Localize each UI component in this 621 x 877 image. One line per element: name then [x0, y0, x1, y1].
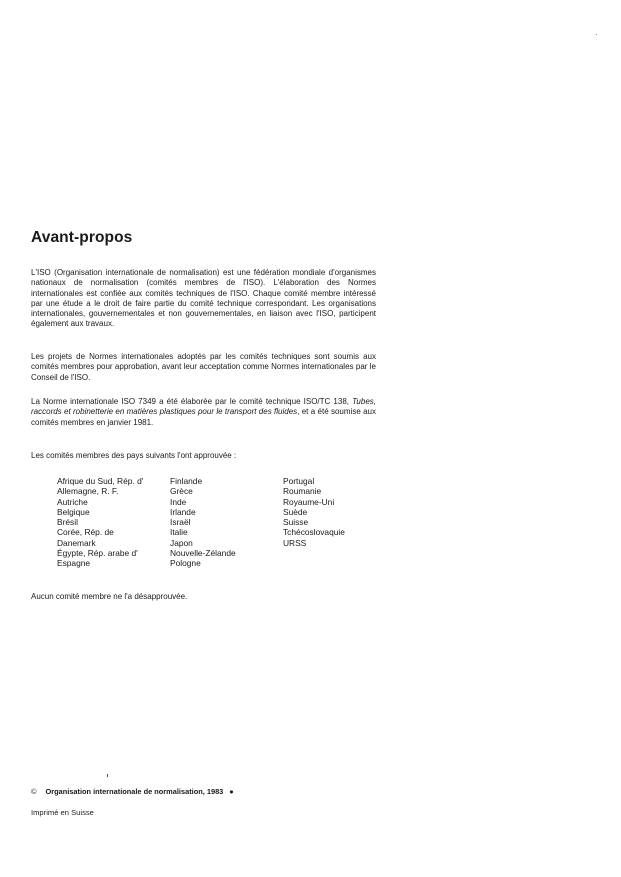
- copyright-line: [31, 787, 234, 796]
- copyright-icon: ©: [31, 787, 37, 796]
- list-item: Irlande: [170, 506, 196, 517]
- country-list-column-1: [57, 476, 143, 569]
- paragraph-draft-approval: Les projets de Normes internationales adoptés par les comités techniques sont soumis aux comités membres pour approbation, avant leur acceptation comme Normes internationales par le Conseil de l'ISO.: [31, 352, 376, 382]
- list-item: Tchécoslovaquie: [283, 527, 345, 538]
- list-item: Autriche: [57, 496, 88, 507]
- list-item: Corée, Rép. de: [57, 527, 114, 538]
- list-item: Japon: [170, 537, 193, 548]
- list-item: Italie: [170, 527, 188, 538]
- list-item: Israël: [170, 517, 191, 528]
- copyright-text: Organisation internationale de normalisation, 1983: [45, 787, 224, 796]
- list-item: Finlande: [170, 476, 203, 486]
- list-item: Suède: [283, 506, 308, 517]
- list-item: Roumanie: [283, 486, 322, 497]
- list-item: Royaume-Uni: [283, 496, 335, 507]
- paragraph-no-disapproval: Aucun comité membre ne l'a désapprouvée.: [31, 592, 188, 601]
- list-item: URSS: [283, 537, 307, 548]
- list-item: Danemark: [57, 537, 96, 548]
- list-item: Grèce: [170, 486, 193, 497]
- scan-mark: [107, 774, 108, 777]
- committee-title: Tubes, raccords et robinetterie en matières plastiques pour le transport des fluides: [31, 397, 376, 417]
- list-item: Suisse: [283, 517, 309, 528]
- country-list-column-3: [283, 476, 345, 548]
- list-item: Portugal: [283, 476, 315, 486]
- bullet-icon: ●: [229, 787, 234, 796]
- standard-origin-text: La Norme internationale ISO 7349 a été élaborée par le comité technique ISO/TC 138,: [31, 397, 349, 406]
- printed-in: Imprimé en Suisse: [31, 808, 94, 817]
- list-item: Inde: [170, 496, 187, 507]
- standard-origin-text-end: , et a été soumise aux comités membres en janvier 1981.: [31, 407, 377, 427]
- paragraph-iso-intro: L'ISO (Organisation internationale de normalisation) est une fédération mondiale d'organismes nationaux de normalisation (comités membres de l'ISO). L'élaboration des Normes internationales est confiée aux comités techniques de l'ISO. Chaque comité membre intéressé par une étude a le droit de faire partie du comité technique correspondant. Les organisations internationales, gouvernementales et non gouvernementales, en liaison avec l'ISO, participent également aux travaux.: [31, 268, 376, 329]
- list-item: Afrique du Sud, Rép. d': [57, 476, 144, 486]
- paragraph-approvers-intro: Les comités membres des pays suivants l'ont approuvée :: [31, 451, 237, 460]
- list-item: Espagne: [57, 558, 91, 569]
- list-item: Belgique: [57, 506, 90, 517]
- page-title: Avant-propos: [31, 229, 133, 246]
- list-item: Brésil: [57, 517, 78, 528]
- country-list-column-2: [170, 476, 236, 569]
- list-item: Nouvelle-Zélande: [170, 548, 236, 559]
- scan-speck: [596, 34, 597, 35]
- list-item: Égypte, Rép. arabe d': [57, 548, 138, 559]
- list-item: Allemagne, R. F.: [57, 486, 119, 497]
- list-item: Pologne: [170, 558, 201, 569]
- paragraph-standard-origin: [31, 397, 376, 428]
